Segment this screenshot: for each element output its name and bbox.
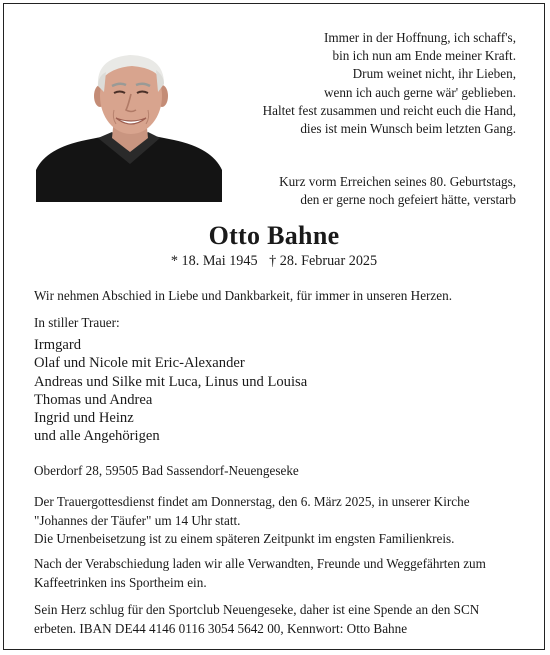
mourner-item: Irmgard (34, 337, 82, 353)
service-info (34, 493, 534, 549)
mourner-item: und alle Angehörigen (34, 428, 160, 445)
intro-line: den er gerne noch gefeiert hätte, verstarb (300, 192, 516, 208)
poem-line: Drum weinet nicht, ihr Lieben, (352, 66, 516, 82)
mourning-label: In stiller Trauer: (34, 315, 120, 330)
service-line: "Johannes der Täufer" um 14 Uhr statt. (34, 512, 241, 528)
death-date: † 28. Februar 2025 (269, 253, 378, 269)
farewell-text: Wir nehmen Abschied in Liebe und Dankbarkeit, für immer in unseren Herzen. (34, 288, 453, 303)
invite-line: Kaffeetrinken ins Sportheim ein. (34, 574, 207, 590)
donation-line: Sein Herz schlug für den Sportclub Neuengeseke, daher ist eine Spende an den SCN (34, 602, 480, 617)
donation-request (34, 601, 534, 638)
address: Oberdorf 28, 59505 Bad Sassendorf-Neuengeseke (34, 463, 299, 478)
deceased-name: Otto Bahne (208, 221, 340, 250)
poem-line: Haltet fest zusammen und reicht euch die Hand, (262, 102, 516, 118)
poem-line: Immer in der Hoffnung, ich schaff's, (324, 30, 516, 45)
mourner-item: Thomas und Andrea (34, 391, 153, 408)
poem-line: wenn ich auch gerne wär' geblieben. (323, 84, 516, 100)
donation-line: erbeten. IBAN DE44 4146 0116 3054 5642 00, Kennwort: Otto Bahne (34, 620, 408, 636)
mourner-item: Andreas und Silke mit Luca, Linus und Louisa (34, 373, 308, 390)
death-intro (186, 173, 516, 209)
poem (186, 29, 516, 138)
mourners-list (34, 336, 534, 446)
invite-line: Nach der Verabschiedung laden wir alle Verwandten, Freunde und Weggefährten zum (34, 556, 486, 571)
life-dates (4, 252, 544, 270)
service-line: Die Urnenbeisetzung ist zu einem späteren Zeitpunkt im engsten Familienkreis. (34, 531, 455, 546)
mourner-item: Olaf und Nicole mit Eric-Alexander (34, 355, 245, 372)
intro-line: Kurz vorm Erreichen seines 80. Geburtstags, (279, 174, 516, 189)
obituary-card (3, 3, 545, 650)
birth-date: * 18. Mai 1945 (170, 253, 258, 269)
poem-line: dies ist mein Wunsch beim letzten Gang. (300, 121, 516, 137)
mourner-item: Ingrid und Heinz (34, 410, 134, 427)
service-line: Der Trauergottesdienst findet am Donnerstag, den 6. März 2025, in unserer Kirche (34, 494, 470, 509)
invitation (34, 555, 534, 592)
poem-line: bin ich nun am Ende meiner Kraft. (332, 48, 516, 64)
